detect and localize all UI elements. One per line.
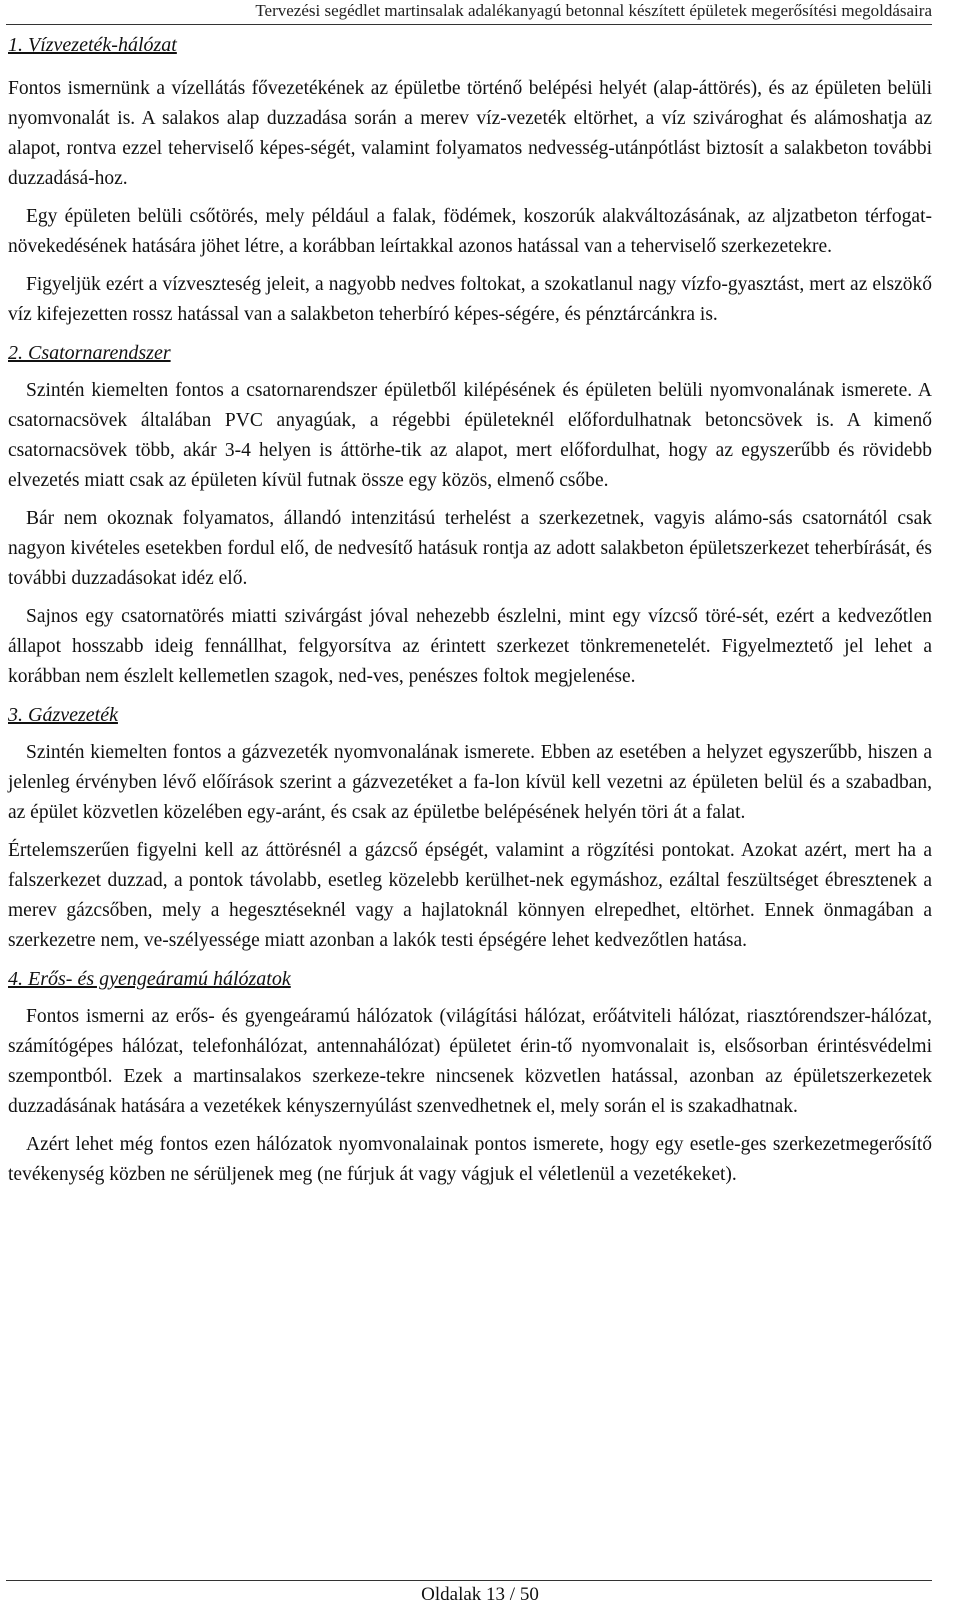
paragraph: Bár nem okoznak folyamatos, állandó intenzitású terhelést a szerkezetnek, vagyis alámo-sás csatornától csak nagyon kivételes esetekben fordul elő, de nedvesítő hatásuk rontja az adott salakbeton épületszerkezet teherbírását, és további duzzadásokat idéz elő. <box>8 508 932 589</box>
paragraph: Fontos ismerni az erős- és gyengeáramú hálózatok (világítási hálózat, erőátviteli hálózat, riasztórendszer-hálózat, számítógépes hálózat, telefonhálózat, antennahálózat) épületet érin-tő nyomvonalait is, elsősorban érintésvédelmi szempontból. Ezek a martinsalakos szerkeze-tekre nincsenek közvetlen hatással, azonban az épületszerkezetek duzzadásának hatására a vezetékek kényszernyúlást szenvedhetnek el, mely során el is szakadhatnak. <box>8 1006 932 1117</box>
page-number: Oldalak 13 / 50 <box>421 1584 539 1605</box>
paragraph: Szintén kiemelten fontos a csatornarendszer épületből kilépésének és épületen belüli nyomvonalának ismerete. A csatornacsövek általában PVC anyagúak, a régebbi épületeknél előfordulhatnak betoncsövek is. A kimenő csatornacsövek több, akár 3-4 helyen is áttörhe-tik az alapot, mert előfordulhat, hogy az egyszerűbb és rövidebb elvezetés miatt csak az épületen kívül futnak össze egy közös, elmenő csőbe. <box>8 380 932 491</box>
paragraph: Figyeljük ezért a vízveszteség jeleit, a nagyobb nedves foltokat, a szokatlanul nagy vízfo-gyasztást, mert az elszökő víz kifejezetten rossz hatással van a salakbeton teherbíró képes-ségére, és pénztárcánkra is. <box>8 274 932 325</box>
footer-rule <box>6 1580 932 1581</box>
header-rule <box>6 24 932 25</box>
paragraph: Azért lehet még fontos ezen hálózatok nyomvonalainak pontos ismerete, hogy egy esetle-ges szerkezetmegerősítő tevékenység közben ne sérüljenek meg (ne fúrjuk át vagy vágjuk el véletlenül a vezetékeket). <box>8 1134 932 1185</box>
section-heading: 3. Gázvezeték <box>8 704 118 726</box>
paragraph: Fontos ismernünk a vízellátás fővezetékének az épületbe történő belépési helyét (alap-áttörés), és az épületen belüli nyomvonalát is. A salakos alap duzzadása során a merev víz-vezeték eltörhet, a víz szivároghat és alámoshatja az alapot, rontva ezzel teherviselő képes-ségét, valamint folyamatos nedvesség-utánpótlást biztosít a salakbeton további duzzadásá-hoz. <box>8 78 932 189</box>
paragraph: Értelemszerűen figyelni kell az áttörésnél a gázcső épségét, valamint a rögzítési pontokat. Azokat azért, mert ha a falszerkezet duzzad, a pontok távolabb, esetleg közelebb kerülhet-nek egymáshoz, ezáltal feszültséget ébresztenek a merev gázcsőben, mely a hegesztéseknél vagy a hajlatoknál könnyen elrepedhet, eltörhet. Ennek önmagában a szerkezetre nem, ve-szélyessége miatt azonban a lakók testi épségére lehet kedvezőtlen hatása. <box>8 840 932 951</box>
paragraph: Sajnos egy csatornatörés miatti szivárgást jóval nehezebb észlelni, mint egy vízcső töré-sét, ezért a kedvezőtlen állapot hosszabb ideig fennállhat, felgyorsítva az érintett szerkezet tönkremenetelét. Figyelmeztető jel lehet a korábban nem észlelt kellemetlen szagok, ned-ves, penészes foltok megjelenése. <box>8 606 932 687</box>
paragraph: Szintén kiemelten fontos a gázvezeték nyomvonalának ismerete. Ebben az esetében a helyzet egyszerűbb, hiszen a jelenleg érvényben lévő előírások szerint a gázvezetéket a fa-lon kívül kell vezetni az épületen belül és a szabadban, az épület közvetlen közelében egy-aránt, és csak az épületbe belépésének helyén töri át a falat. <box>8 742 932 823</box>
paragraph: Egy épületen belüli csőtörés, mely például a falak, födémek, koszorúk alakváltozásának, az aljzatbeton térfogat-növekedésének hatására jöhet létre, a korábban leírtakkal azonos hatással van a teherviselő szerkezetekre. <box>8 206 932 257</box>
page-body <box>8 30 932 1198</box>
section-heading: 2. Csatornarendszer <box>8 342 171 364</box>
running-header: Tervezési segédlet martinsalak adalékanyagú betonnal készített épületek megerősítési megoldásaira <box>255 1 932 20</box>
section-heading: 1. Vízvezeték-hálózat <box>8 34 177 56</box>
page-footer <box>0 1580 960 1616</box>
section-heading: 4. Erős- és gyengeáramú hálózatok <box>8 968 291 990</box>
